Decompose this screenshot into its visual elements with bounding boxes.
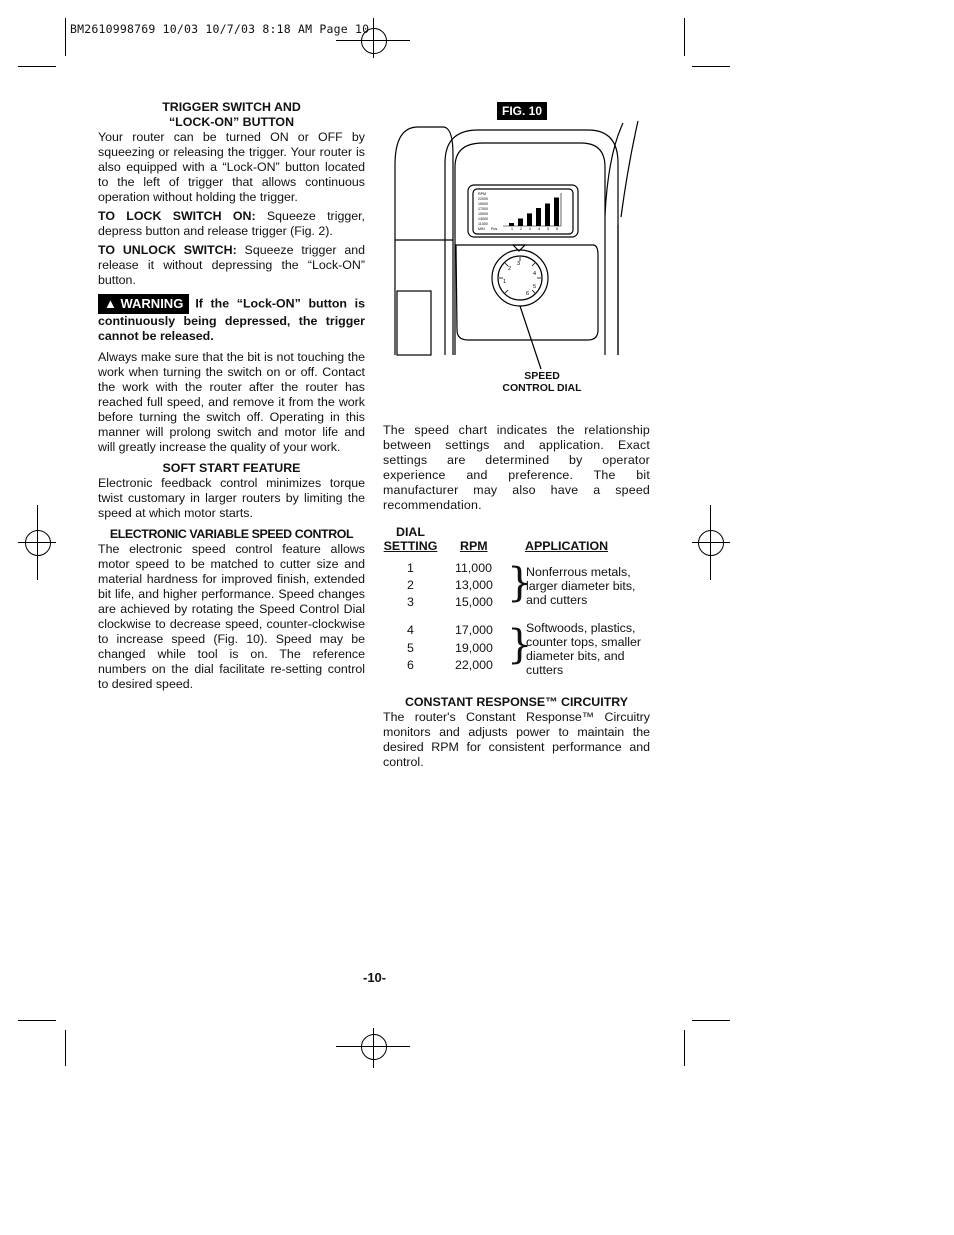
lock-paragraph bbox=[98, 209, 365, 239]
row-6-rpm: 22,000 bbox=[455, 658, 493, 672]
page-number: -10- bbox=[363, 970, 387, 985]
display-pos-5: 5 bbox=[547, 227, 549, 231]
row-1-rpm: 11,000 bbox=[455, 561, 492, 575]
display-pos-2: 2 bbox=[520, 227, 522, 231]
display-min-label: MIN bbox=[478, 227, 485, 231]
warning-badge: ▲ WARNING bbox=[98, 294, 189, 314]
display-bar-4 bbox=[536, 208, 541, 226]
col-head-dial-line-1: DIAL bbox=[396, 525, 425, 539]
reg-mark-top-circle bbox=[361, 28, 387, 54]
warning-text: If the “Lock-ON” button is continuously being depressed, the trigger cannot be released. bbox=[98, 296, 365, 343]
row-6-setting: 6 bbox=[407, 658, 414, 672]
reg-mark-right-circle bbox=[698, 530, 724, 556]
group-2-app-line-2: counter tops, smaller bbox=[526, 635, 642, 649]
figure-label: FIG. 10 bbox=[497, 102, 547, 120]
trigger-paragraph: Your router can be turned ON or OFF by squeezing or releasing the trigger. Your router is also equipped with a “Lock-ON” button located to the left of trigger that allows continuous operation without holding the trigger. bbox=[98, 130, 365, 204]
dial-number-2: 2 bbox=[508, 266, 512, 272]
dial-number-3: 3 bbox=[517, 261, 521, 267]
callout-line-2: CONTROL DIAL bbox=[502, 382, 582, 394]
group-2-app-line-3: diameter bits, and bbox=[526, 649, 625, 663]
crop-mark-tl-v bbox=[65, 18, 66, 56]
group-1-app-line-2: larger diameter bits, bbox=[526, 579, 636, 593]
group-2-application bbox=[526, 621, 641, 677]
display-tick-17000: 17000 bbox=[478, 207, 488, 211]
display-pos-label: Pos. bbox=[491, 227, 499, 231]
display-tick-11000: 11000 bbox=[478, 222, 488, 226]
warning-paragraph bbox=[98, 294, 365, 344]
display-bar-5 bbox=[545, 204, 550, 227]
evs-paragraph: The electronic speed control feature allows motor speed to be matched to cutter size and material hardness for improved finish, extended bit life, and higher performance. Speed changes are achieved by rotating the Speed Control Dial clockwise to decrease speed, counter-clockwise to increase speed (Fig. 10). Speed may be changed while tool is on. The reference numbers on the dial facilitate re-setting control to desired speed. bbox=[98, 542, 365, 691]
bit-paragraph: Always make sure that the bit is not touching the work when turning the switch on or off. Contact the work with the router after the router has reached full speed, and remove it from the work before turning the switch off. Operating in this manner will prolong switch and motor life and will greatly increase the quality of your work. bbox=[98, 350, 365, 454]
crop-mark-tr-h bbox=[692, 66, 730, 67]
soft-start-heading: SOFT START FEATURE bbox=[162, 461, 301, 475]
row-1-setting: 1 bbox=[407, 561, 414, 575]
dial-number-4: 4 bbox=[533, 271, 537, 277]
unlock-text: Squeeze trigger and release it without depressing the “Lock-ON” button. bbox=[98, 243, 365, 287]
lock-label: TO LOCK SWITCH ON: bbox=[98, 209, 256, 223]
row-5-setting: 5 bbox=[407, 641, 414, 655]
crop-mark-tr-v bbox=[684, 18, 685, 56]
dial-number-1: 1 bbox=[503, 279, 507, 285]
display-bar-3 bbox=[527, 213, 532, 226]
display-tick-22000: 22000 bbox=[478, 197, 488, 201]
dial-number-6: 6 bbox=[526, 291, 530, 297]
row-4-rpm: 17,000 bbox=[455, 623, 493, 637]
crop-mark-tl-h bbox=[18, 66, 56, 67]
group-1-brace: } bbox=[507, 560, 533, 606]
router-figure bbox=[383, 115, 653, 405]
speed-dial-callout bbox=[497, 370, 587, 394]
row-3-rpm: 15,000 bbox=[455, 595, 493, 609]
group-2-app-line-4: cutters bbox=[526, 663, 564, 677]
soft-start-paragraph: Electronic feedback control minimizes torque twist customary in larger routers by limiting the speed at which motor starts. bbox=[98, 476, 365, 520]
display-bar-6 bbox=[554, 198, 559, 227]
unlock-paragraph bbox=[98, 243, 365, 288]
group-1-app-line-3: and cutters bbox=[526, 593, 588, 607]
group-2-brace: } bbox=[507, 622, 533, 668]
crc-heading: CONSTANT RESPONSE™ CIRCUITRY bbox=[404, 695, 629, 709]
evs-heading: ELECTRONIC VARIABLE SPEED CONTROL bbox=[109, 527, 354, 541]
print-slug: BM2610998769 10/03 10/7/03 8:18 AM Page 10 bbox=[70, 22, 370, 36]
group-2-app-line-1: Softwoods, plastics, bbox=[526, 621, 636, 635]
reg-mark-bottom-circle bbox=[361, 1034, 387, 1060]
crop-mark-bl-v bbox=[65, 1030, 66, 1066]
callout-line-1: SPEED bbox=[524, 370, 560, 382]
display-bar-group bbox=[509, 198, 559, 227]
unlock-label: TO UNLOCK SWITCH: bbox=[98, 243, 237, 257]
display-tick-13000: 13000 bbox=[478, 217, 488, 221]
col-head-application: APPLICATION bbox=[525, 539, 609, 553]
crop-mark-br-v bbox=[684, 1030, 685, 1066]
row-4-setting: 4 bbox=[407, 623, 414, 637]
display-tick-15000: 15000 bbox=[478, 212, 488, 216]
display-pos-1: 1 bbox=[511, 227, 513, 231]
speed-intro bbox=[383, 423, 650, 517]
col-head-dial-line-2: SETTING bbox=[383, 539, 438, 553]
col-head-rpm: RPM bbox=[460, 539, 488, 553]
display-tick-19000: 19000 bbox=[478, 202, 488, 206]
left-column bbox=[98, 100, 365, 696]
group-1-application bbox=[526, 565, 636, 607]
display-pos-3: 3 bbox=[529, 227, 531, 231]
display-pos-4: 4 bbox=[538, 227, 540, 231]
crc-paragraph: The router's Constant Response™ Circuitry monitors and adjusts power to maintain the desired RPM for consistent performance and control. bbox=[383, 710, 650, 769]
row-2-rpm: 13,000 bbox=[455, 578, 493, 592]
display-rpm-label: RPM bbox=[478, 192, 486, 196]
lock-text: Squeeze trigger, depress button and release trigger (Fig. 2). bbox=[98, 209, 365, 238]
trigger-heading-line-2: “LOCK-ON” BUTTON bbox=[168, 115, 295, 129]
row-2-setting: 2 bbox=[407, 578, 414, 592]
group-1-app-line-1: Nonferrous metals, bbox=[526, 565, 631, 579]
crc-section bbox=[383, 695, 650, 774]
display-bar-1 bbox=[509, 223, 514, 226]
row-5-rpm: 19,000 bbox=[455, 641, 493, 655]
display-pos-6: 6 bbox=[556, 227, 558, 231]
dial-number-5: 5 bbox=[533, 284, 537, 290]
display-bar-2 bbox=[518, 219, 523, 227]
trigger-heading-line-1: TRIGGER SWITCH AND bbox=[162, 100, 301, 114]
speed-intro-paragraph: The speed chart indicates the relationship between settings and application. Exact settings are determined by operator experience and preference. The bit manufacturer may also have a speed recommendation. bbox=[383, 423, 650, 512]
reg-mark-left-circle bbox=[25, 530, 51, 556]
row-3-setting: 3 bbox=[407, 595, 414, 609]
col-head-dial bbox=[383, 525, 438, 553]
crop-mark-bl-h bbox=[18, 1020, 56, 1021]
crop-mark-br-h bbox=[692, 1020, 730, 1021]
